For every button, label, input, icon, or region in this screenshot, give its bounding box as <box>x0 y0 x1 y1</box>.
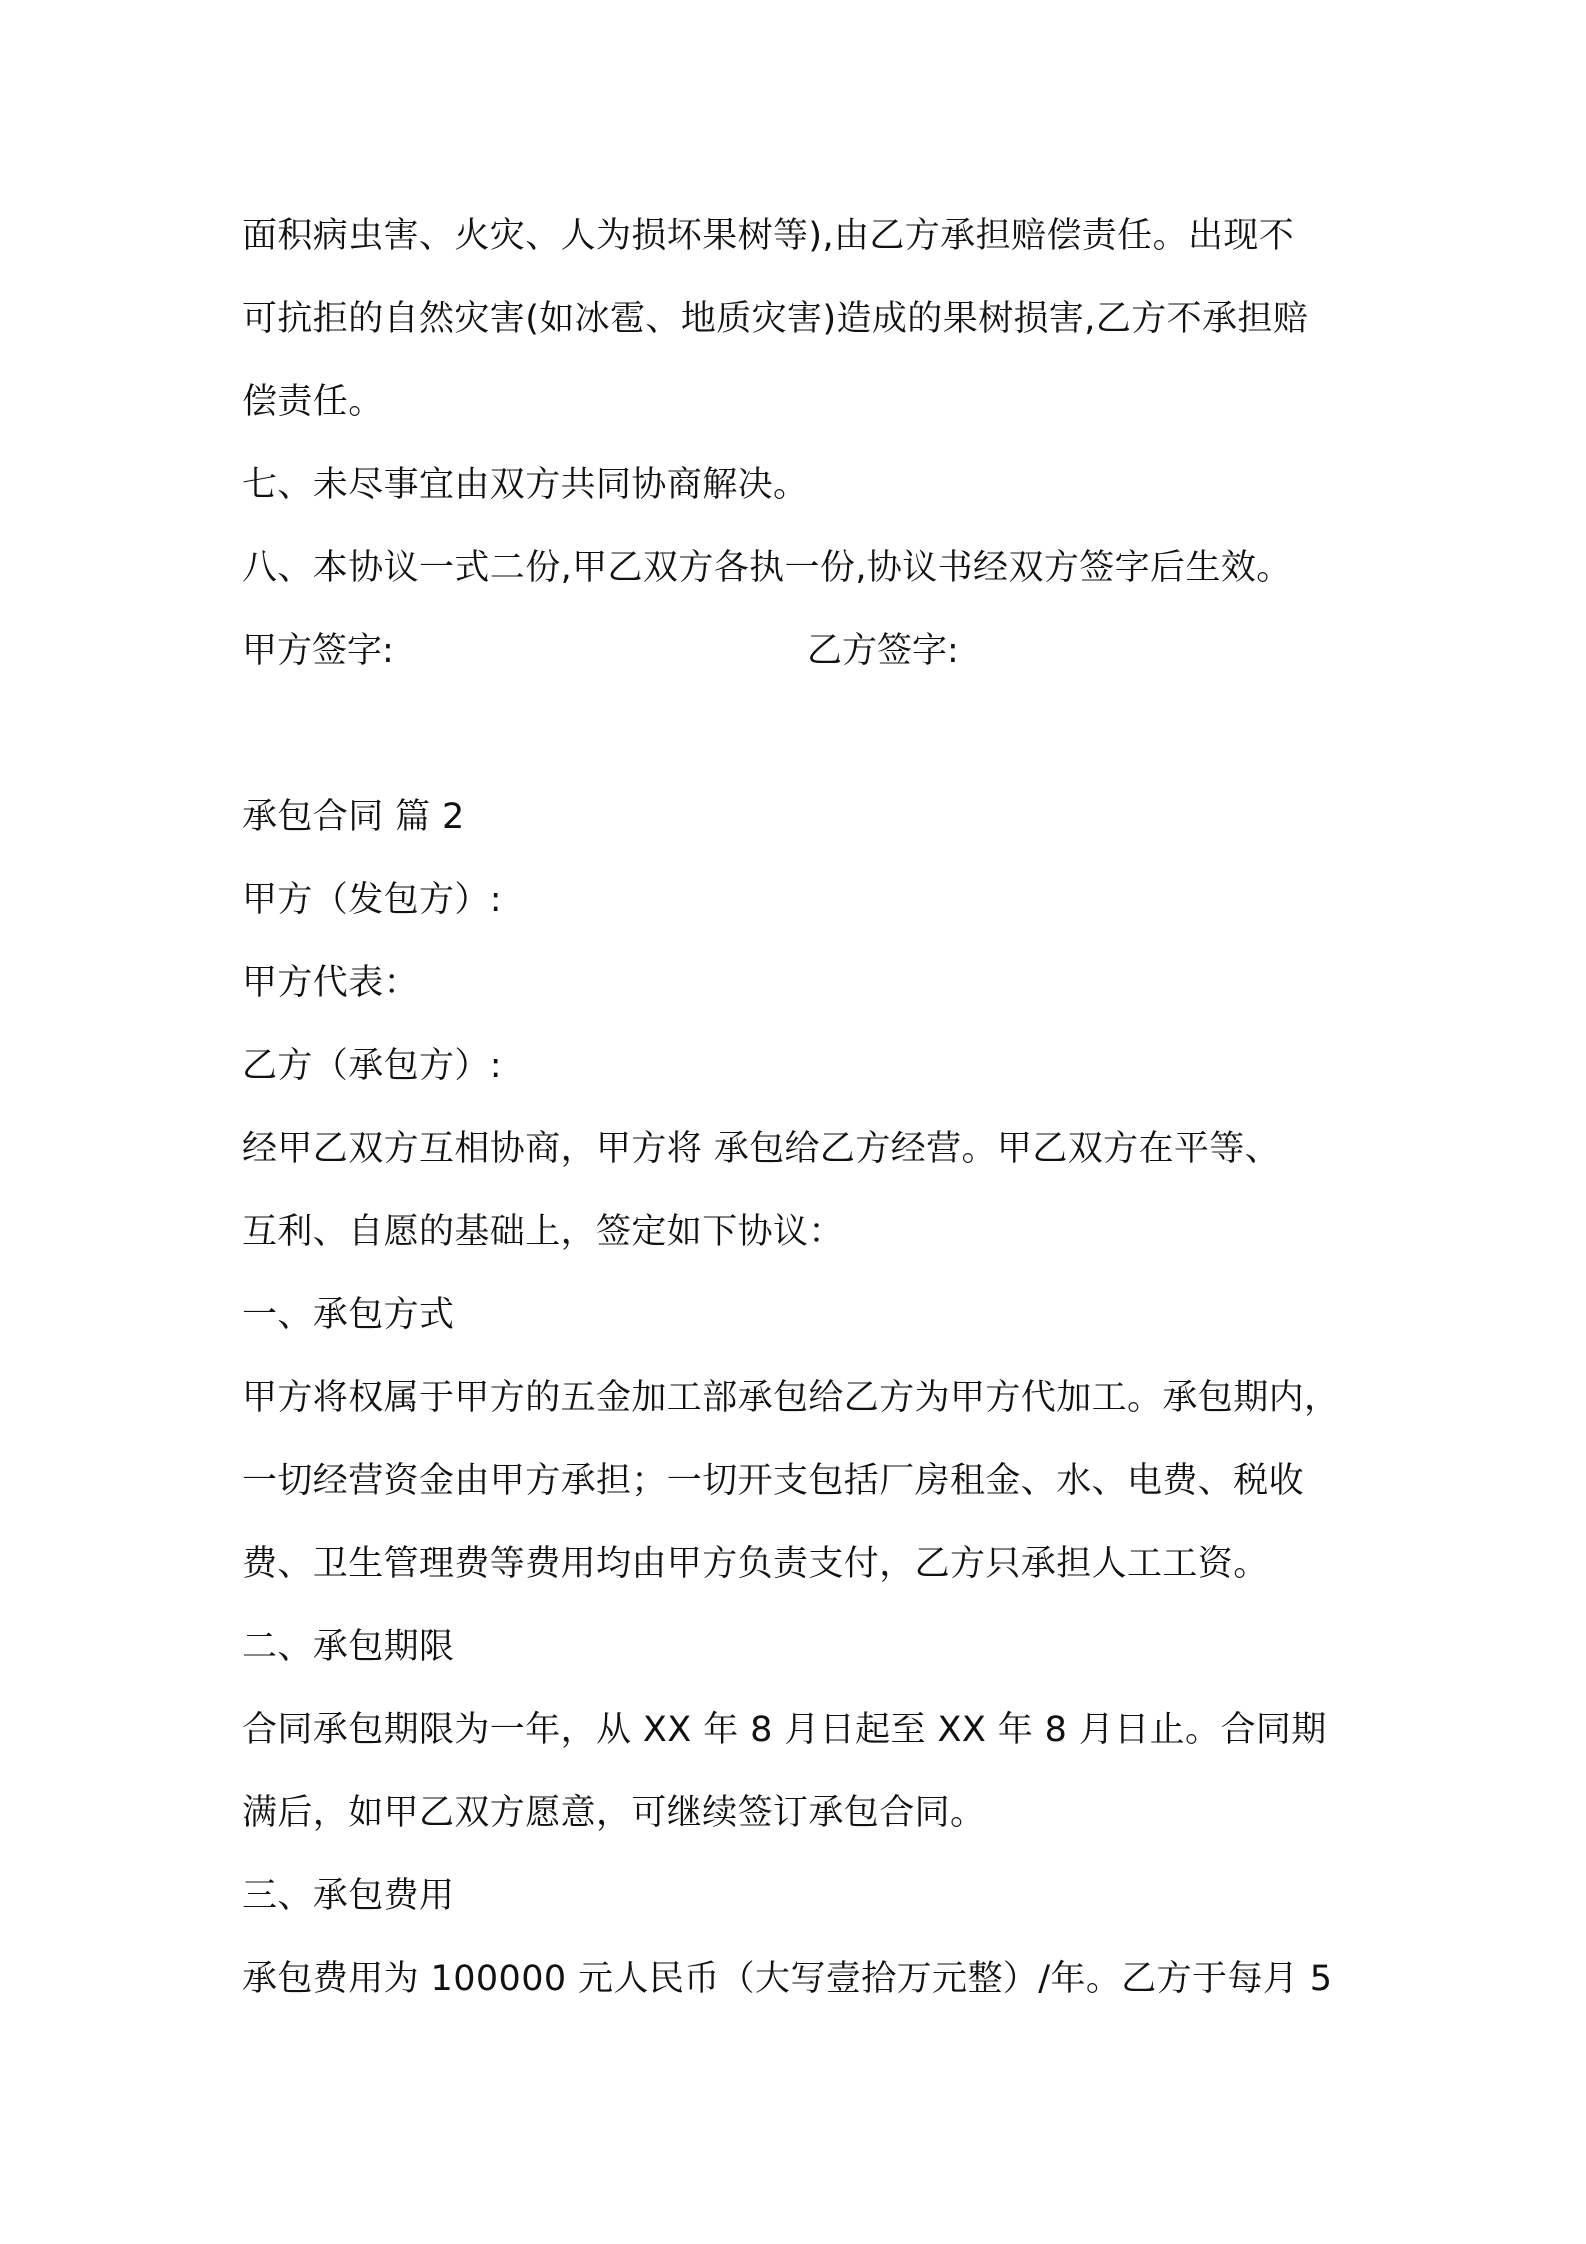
party-b-field: 乙方（承包方）: <box>242 1046 502 1086</box>
paragraph-line: 费、卫生管理费等费用均由甲方负责支付，乙方只承担人工工资。 <box>242 1544 1269 1584</box>
signature-row <box>242 610 1372 693</box>
party-a-representative-field: 甲方代表： <box>242 963 420 1003</box>
paragraph-line: 一切经营资金由甲方承担；一切开支包括厂房租金、水、电费、税收 <box>242 1461 1305 1501</box>
clause-heading: 二、承包期限 <box>242 1627 455 1667</box>
clause-eight: 八、本协议一式二份,甲乙双方各执一份,协议书经双方签字后生效。 <box>242 548 1292 588</box>
clause-heading: 三、承包费用 <box>242 1876 455 1916</box>
section-title: 承包合同 篇 2 <box>242 797 465 837</box>
paragraph-line: 互利、自愿的基础上，签定如下协议： <box>242 1212 844 1252</box>
clause-seven: 七、未尽事宜由双方共同协商解决。 <box>242 465 809 505</box>
party-b-signature-label: 乙方签字: <box>807 631 959 671</box>
party-a-field: 甲方（发包方）: <box>242 880 502 920</box>
paragraph-line: 满后，如甲乙双方愿意，可继续签订承包合同。 <box>242 1793 986 1833</box>
document-body <box>242 195 1372 2021</box>
paragraph-line: 面积病虫害、火灾、人为损坏果树等),由乙方承担赔偿责任。出现不 <box>242 216 1295 256</box>
party-a-signature-label: 甲方签字: <box>242 631 394 671</box>
paragraph-line: 合同承包期限为一年，从 XX 年 8 月日起至 XX 年 8 月日止。合同期 <box>242 1710 1327 1750</box>
paragraph-line: 偿责任。 <box>242 382 384 422</box>
paragraph-line: 可抗拒的自然灾害(如冰雹、地质灾害)造成的果树损害,乙方不承担赔 <box>242 299 1309 339</box>
paragraph-line: 甲方将权属于甲方的五金加工部承包给乙方为甲方代加工。承包期内， <box>242 1378 1340 1418</box>
paragraph-line: 承包费用为 100000 元人民币（大写壹拾万元整）/年。乙方于每月 5 <box>242 1959 1333 1999</box>
section-spacer <box>242 693 1372 776</box>
paragraph-line: 经甲乙双方互相协商，甲方将 承包给乙方经营。甲乙双方在平等、 <box>242 1129 1281 1169</box>
clause-heading: 一、承包方式 <box>242 1295 455 1335</box>
